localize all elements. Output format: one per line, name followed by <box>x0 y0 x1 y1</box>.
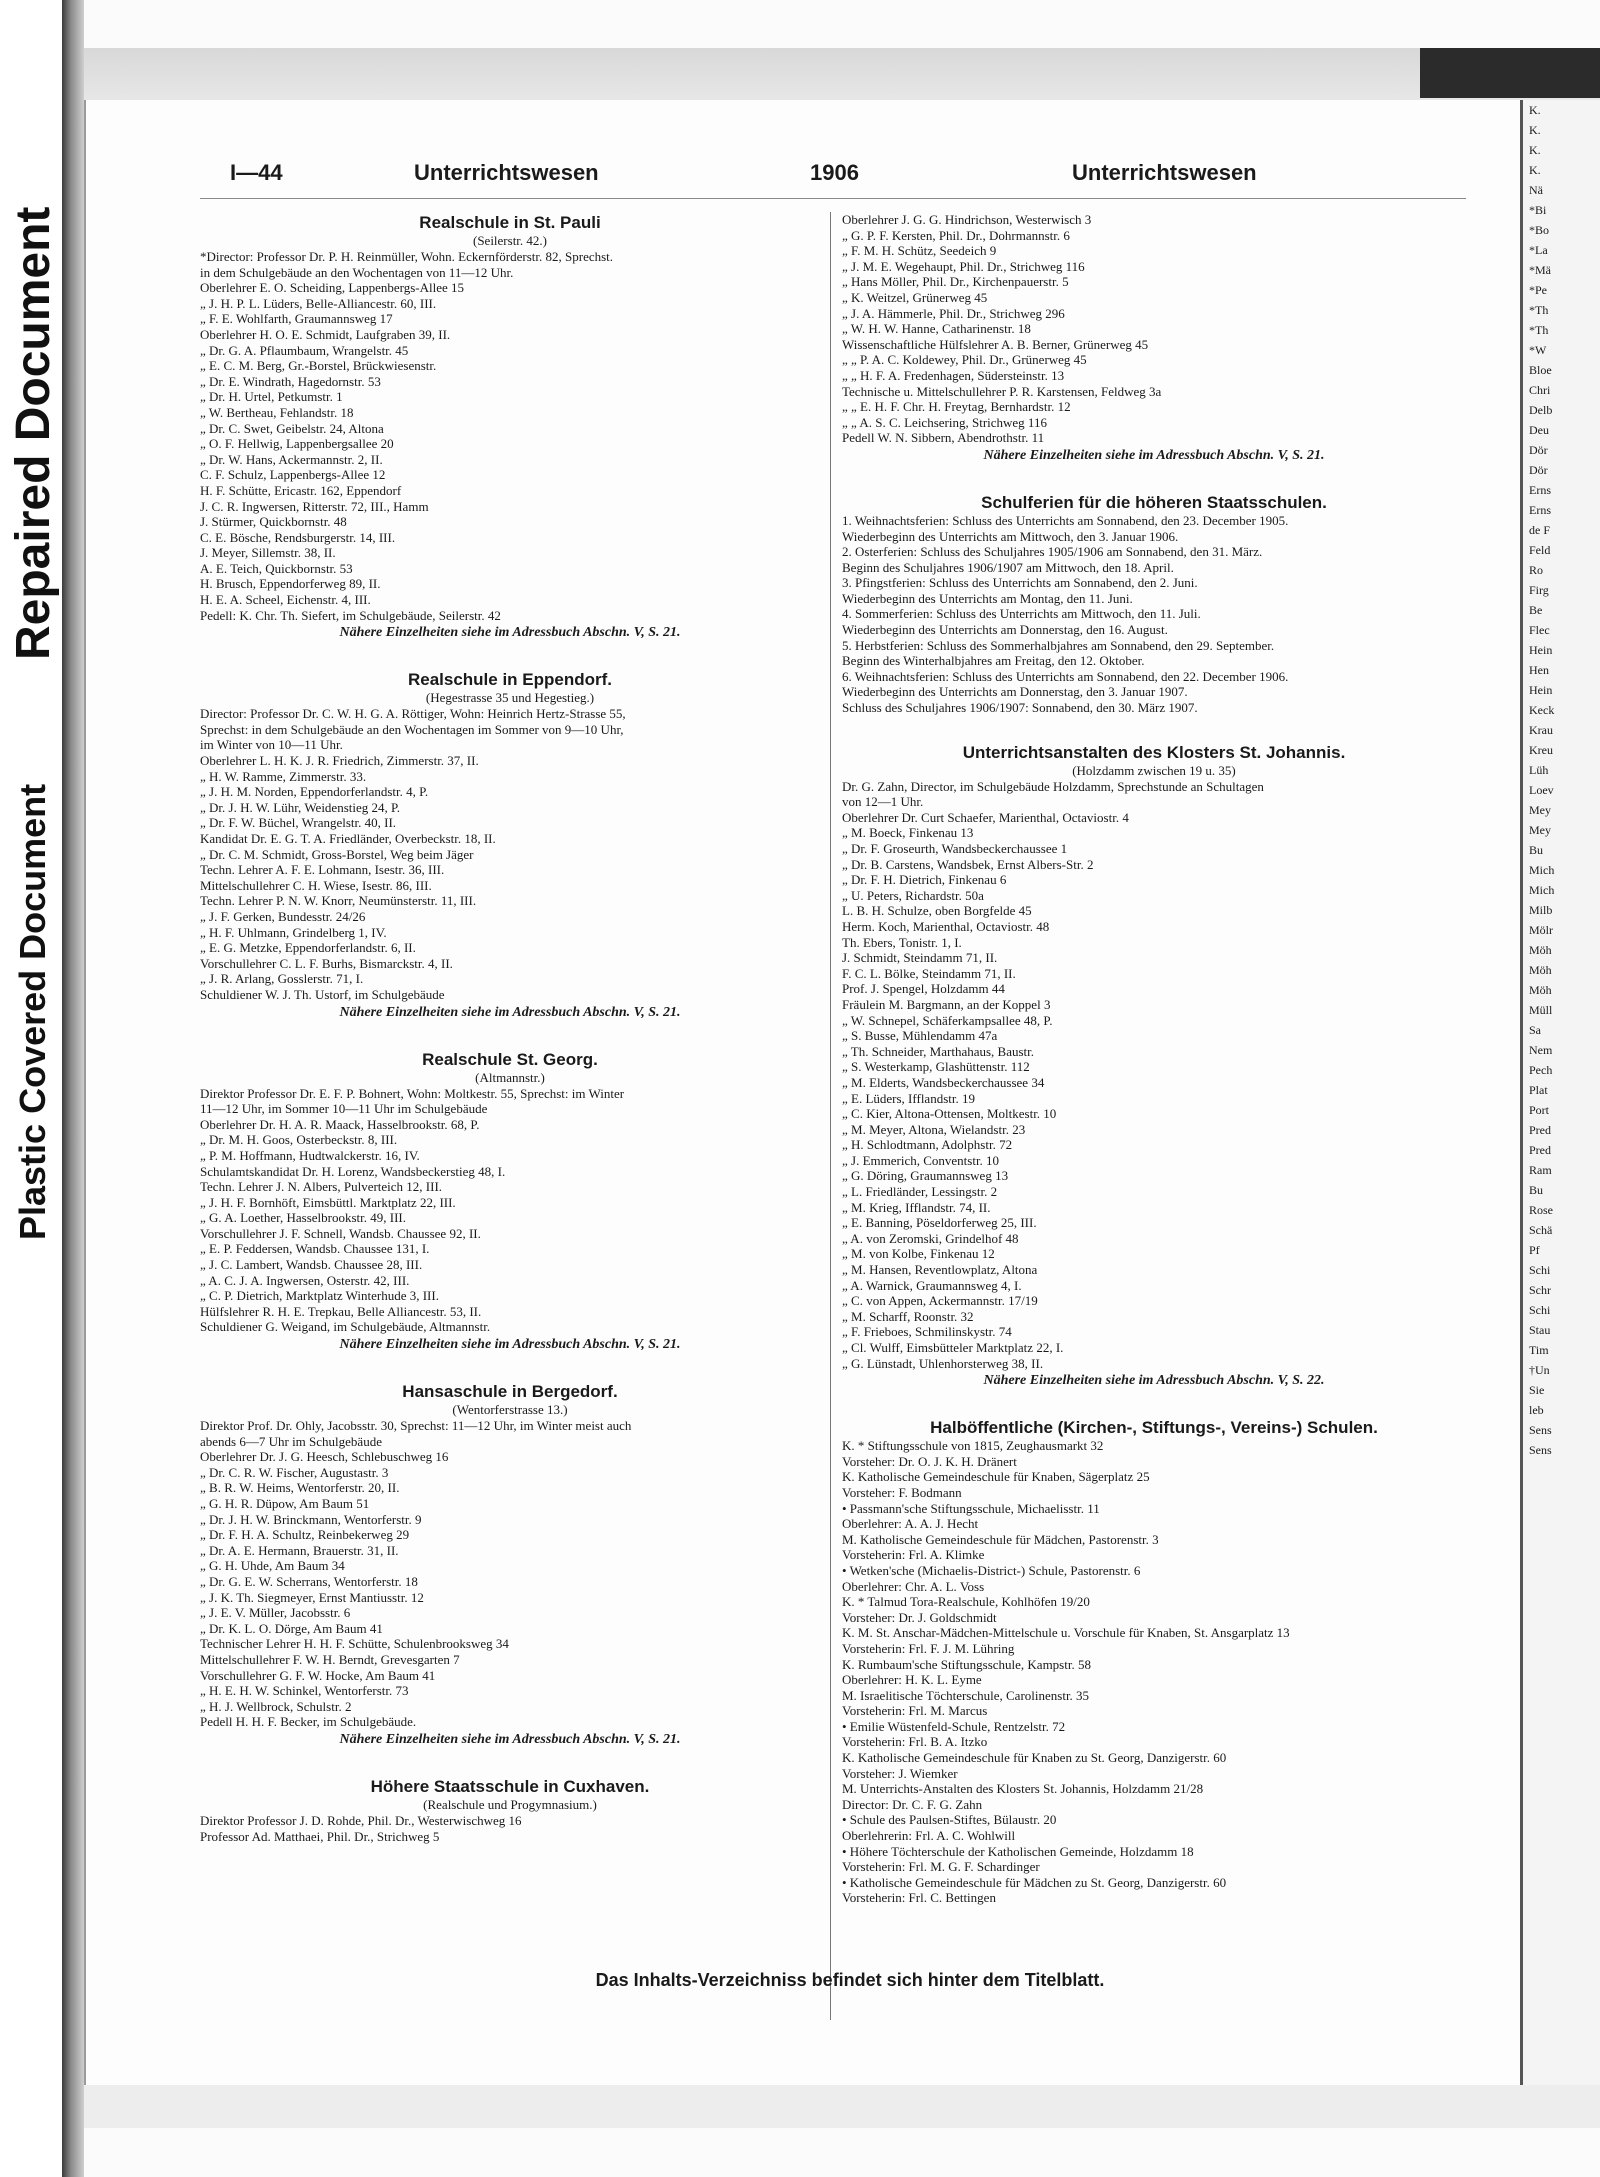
entry-line: „ H. E. H. W. Schinkel, Wentorferstr. 73 <box>200 1683 409 1699</box>
entry-line: „ Dr. H. Urtel, Petkumstr. 1 <box>200 389 343 405</box>
entry-line: Techn. Lehrer A. F. E. Lohmann, Isestr. 36, III. <box>200 862 445 878</box>
strip-fragment: Plat <box>1529 1083 1548 1097</box>
strip-fragment: Flec <box>1529 623 1550 637</box>
entry-line: 4. Sommerferien: Schluss des Unterrichts am Mittwoch, den 11. Juli. <box>842 606 1201 622</box>
strip-fragment: Hein <box>1529 683 1553 697</box>
strip-fragment: †Un <box>1529 1363 1550 1377</box>
archive-tab <box>0 0 62 2177</box>
entry-line: Technischer Lehrer H. H. F. Schütte, Schulenbrooksweg 34 <box>200 1636 509 1652</box>
entry-line: Schuldiener G. Weigand, im Schulgebäude, Altmannstr. <box>200 1319 491 1335</box>
strip-fragment: Keck <box>1529 703 1555 717</box>
entry-line: Vorschullehrer C. L. F. Burhs, Bismarckstr. 4, II. <box>200 955 453 971</box>
strip-fragment: Nem <box>1529 1043 1553 1057</box>
entry-line: „ Dr. M. H. Goos, Osterbeckstr. 8, III. <box>200 1132 398 1148</box>
entry-line: „ Dr. E. Windrath, Hagedornstr. 53 <box>200 373 381 389</box>
adjacent-page-strip <box>1520 100 1600 2085</box>
entry-line: „ C. Kier, Altona-Ottensen, Moltkestr. 10 <box>842 1106 1057 1122</box>
strip-fragment: Schr <box>1529 1283 1551 1297</box>
entry-line: Beginn des Winterhalbjahres am Freitag, den 12. Oktober. <box>842 653 1145 669</box>
strip-fragment: Möh <box>1529 963 1552 977</box>
plastic-covered-label: Plastic Covered Document <box>12 783 53 1240</box>
entry-line: „ E. P. Feddersen, Wandsb. Chaussee 131, I. <box>200 1241 430 1257</box>
entry-line: K. * Stiftungsschule von 1815, Zeughausmarkt 32 <box>842 1438 1104 1454</box>
entry-line: „ J. H. P. L. Lüders, Belle-Alliancestr. 60, III. <box>200 295 437 311</box>
entry-line: Wiederbeginn des Unterrichts am Montag, den 11. Juni. <box>842 590 1133 606</box>
strip-fragment: Stau <box>1529 1323 1551 1337</box>
book-binding-shadow <box>62 0 84 2177</box>
strip-fragment: Deu <box>1529 423 1549 437</box>
reference-note: Nähere Einzelheiten siehe im Adressbuch Abschn. V, S. 21. <box>339 625 681 641</box>
strip-fragment: Ro <box>1529 563 1544 577</box>
repaired-document-label: Repaired Document <box>7 206 60 660</box>
section-subtitle: (Seilerstr. 42.) <box>472 233 547 248</box>
entry-line: H. F. Schütte, Ericastr. 162, Eppendorf <box>200 482 402 498</box>
strip-fragment: Pred <box>1529 1123 1551 1137</box>
strip-fragment: K. <box>1529 143 1541 157</box>
entry-line: „ A. von Zeromski, Grindelhof 48 <box>842 1230 1019 1246</box>
strip-fragment: *W <box>1529 343 1547 357</box>
entry-line: „ Cl. Wulff, Eimsbütteler Marktplatz 22, I. <box>842 1340 1064 1355</box>
strip-fragment: Hen <box>1529 663 1549 677</box>
reference-note: Nähere Einzelheiten siehe im Adressbuch Abschn. V, S. 21. <box>983 447 1325 463</box>
strip-fragment: *Mä <box>1529 263 1551 277</box>
entry-line: „ M. Elderts, Wandsbeckerchaussee 34 <box>842 1074 1045 1090</box>
entry-line: Oberlehrer Dr. H. A. R. Maack, Hasselbrookstr. 68, P. <box>200 1116 480 1132</box>
entry-line: Wiederbeginn des Unterrichts am Donnerstag, den 16. August. <box>842 622 1168 638</box>
entry-line: Dr. G. Zahn, Director, im Schulgebäude Holzdamm, Sprechstunde an Schultagen <box>842 778 1264 794</box>
page-number: I—44 <box>230 160 283 185</box>
entry-line: Th. Ebers, Tonistr. 1, I. <box>842 934 962 950</box>
entry-line: 3. Pfingstferien: Schluss des Unterrichts am Sonnabend, den 2. Juni. <box>842 575 1198 591</box>
entry-line: Oberlehrer Dr. Curt Schaefer, Marienthal, Octaviostr. 4 <box>842 809 1129 825</box>
entry-line: „ Dr. A. E. Hermann, Brauerstr. 31, II. <box>200 1542 399 1558</box>
entry-line: „ Dr. F. H. A. Schultz, Reinbekerweg 29 <box>200 1527 410 1543</box>
entry-line: „ U. Peters, Richardstr. 50a <box>842 887 984 903</box>
strip-fragment: Müll <box>1529 1003 1553 1017</box>
entry-line: H. Brusch, Eppendorferweg 89, II. <box>200 576 381 592</box>
entry-line: Director: Dr. C. F. G. Zahn <box>842 1796 983 1812</box>
entry-line: 1. Weihnachtsferien: Schluss des Unterrichts am Sonnabend, den 23. December 1905. <box>842 512 1289 528</box>
entry-line: Direktor Professor J. D. Rohde, Phil. Dr., Westerwischweg 16 <box>200 1812 522 1828</box>
entry-line: Vorsteherin: Frl. M. G. F. Schardinger <box>842 1859 1040 1875</box>
entry-line: „ J. M. E. Wegehaupt, Phil. Dr., Strichweg 116 <box>842 258 1085 274</box>
section-title: Unterrichtsanstalten des Klosters St. Johannis. <box>962 742 1346 762</box>
entry-line: J. Stürmer, Quickbornstr. 48 <box>200 514 347 530</box>
entry-line: „ W. Bertheau, Fehlandstr. 18 <box>200 404 354 420</box>
section-subtitle: (Holzdamm zwischen 19 u. 35) <box>1072 762 1236 778</box>
entry-line: „ „ E. H. F. Chr. H. Freytag, Bernhardstr. 12 <box>842 399 1071 415</box>
entry-line: „ A. C. J. A. Ingwersen, Osterstr. 42, III. <box>200 1272 410 1288</box>
entry-line: Professor Ad. Matthaei, Phil. Dr., Strichweg 5 <box>200 1828 440 1844</box>
entry-line: „ E. Banning, Pöseldorferweg 25, III. <box>842 1215 1037 1231</box>
entry-line: „ Dr. K. L. O. Dörge, Am Baum 41 <box>200 1620 383 1636</box>
entry-line: • Schule des Paulsen-Stiftes, Bülaustr. 20 <box>842 1812 1057 1828</box>
entry-line: „ M. Scharff, Roonstr. 32 <box>842 1308 974 1324</box>
strip-fragment: Sa <box>1529 1023 1541 1037</box>
entry-line: „ „ H. F. A. Fredenhagen, Südersteinstr. 13 <box>842 367 1065 383</box>
strip-fragment: *Pe <box>1529 283 1547 297</box>
strip-fragment: Mich <box>1529 883 1555 897</box>
entry-line: Schluss des Schuljahres 1906/1907: Sonnabend, den 30. März 1907. <box>842 700 1198 716</box>
entry-line: „ S. Westerkamp, Glashüttenstr. 112 <box>842 1059 1030 1075</box>
entry-line: „ Dr. F. Groseurth, Wandsbeckerchaussee 1 <box>842 841 1068 856</box>
section-gap <box>842 1391 1466 1417</box>
strip-fragment: Schi <box>1529 1303 1551 1317</box>
entry-line: „ C. von Appen, Ackermannstr. 17/19 <box>842 1293 1038 1309</box>
entry-line: Fräulein M. Bargmann, an der Koppel 3 <box>842 996 1051 1012</box>
entry-line: „ Dr. C. M. Schmidt, Gross-Borstel, Weg beim Jäger <box>200 846 474 862</box>
entry-line: Prof. J. Spengel, Holzdamm 44 <box>842 981 1005 997</box>
entry-line: Schulamtskandidat Dr. H. Lorenz, Wandsbeckerstieg 48, I. <box>200 1163 506 1179</box>
section-subtitle: (Altmannstr.) <box>475 1069 545 1085</box>
entry-line: „ E. Lüders, Ifflandstr. 19 <box>842 1090 975 1106</box>
header-rule <box>200 198 1466 199</box>
entry-line: Pedell H. H. F. Becker, im Schulgebäude. <box>200 1714 417 1730</box>
strip-fragment: Delb <box>1529 403 1553 417</box>
entry-line: C. F. Schulz, Lappenbergs-Allee 12 <box>200 467 386 483</box>
strip-fragment: Nä <box>1529 183 1543 197</box>
entry-line: J. Meyer, Sillemstr. 38, II. <box>200 545 336 561</box>
section-gap <box>200 643 820 669</box>
entry-line: „ H. J. Wellbrock, Schulstr. 2 <box>200 1698 352 1714</box>
strip-fragment: Firg <box>1529 583 1549 597</box>
entry-line: „ E. G. Metzke, Eppendorferlandstr. 6, II. <box>200 940 416 956</box>
strip-fragment: Dör <box>1529 463 1548 477</box>
entry-line: 2. Osterferien: Schluss des Schuljahres 1905/1906 am Sonnabend, den 31. März. <box>842 544 1263 560</box>
entry-line: „ Hans Möller, Phil. Dr., Kirchenpauerstr. 5 <box>842 274 1069 290</box>
entry-line: „ Dr. F. H. Dietrich, Finkenau 6 <box>842 872 1007 888</box>
entry-line: Kandidat Dr. E. G. T. A. Friedländer, Overbeckstr. 18, II. <box>200 831 496 846</box>
entry-line: A. E. Teich, Quickbornstr. 53 <box>200 560 353 576</box>
entry-line: Direktor Professor Dr. E. F. P. Bohnert, Wohn: Moltkestr. 55, Sprechst: im Winter <box>200 1085 625 1101</box>
entry-line: Oberlehrer E. O. Scheiding, Lappenbergs-Allee 15 <box>200 280 465 296</box>
section-title: Realschule in Eppendorf. <box>407 670 613 690</box>
entry-line: Mittelschullehrer F. W. H. Berndt, Grevesgarten 7 <box>200 1651 460 1667</box>
strip-fragment: Rose <box>1529 1203 1553 1217</box>
entry-line: M. Unterrichts-Anstalten des Klosters St. Johannis, Holzdamm 21/28 <box>842 1781 1204 1797</box>
strip-fragment: Möh <box>1529 943 1552 957</box>
left-column <box>200 212 820 1844</box>
section-gap <box>200 1355 820 1381</box>
strip-fragment: Feld <box>1529 543 1551 557</box>
reference-note: Nähere Einzelheiten siehe im Adressbuch Abschn. V, S. 21. <box>339 1731 681 1747</box>
entry-line: „ F. E. Wohlfarth, Graumannsweg 17 <box>200 311 393 327</box>
entry-line: Oberlehrer Dr. J. G. Heesch, Schlebuschweg 16 <box>200 1449 449 1465</box>
entry-line: Technische u. Mittelschullehrer P. R. Karstensen, Feldweg 3a <box>842 383 1162 399</box>
entry-line: „ W. Schnepel, Schäferkampsallee 48, P. <box>842 1012 1053 1028</box>
entry-line: „ K. Weitzel, Grünerweg 45 <box>842 289 988 305</box>
entry-line: Wiederbeginn des Unterrichts am Donnerstag, den 3. Januar 1907. <box>842 684 1188 700</box>
entry-line: „ B. R. W. Heims, Wentorferstr. 20, II. <box>200 1480 400 1496</box>
entry-line: „ J. H. M. Norden, Eppendorferlandstr. 4, P. <box>200 784 429 800</box>
entry-line: „ H. F. Uhlmann, Grindelberg 1, IV. <box>200 924 387 940</box>
section-subtitle: (Wentorferstrasse 13.) <box>452 1402 568 1418</box>
entry-line: „ H. W. Ramme, Zimmerstr. 33. <box>200 768 367 784</box>
entry-line: „ J. K. Th. Siegmeyer, Ernst Mantiusstr. 12 <box>200 1589 424 1605</box>
page-year: 1906 <box>810 160 859 185</box>
entry-line: K. Katholische Gemeindeschule für Knaben zu St. Georg, Danzigerstr. 60 <box>842 1750 1227 1766</box>
entry-line: „ P. M. Hoffmann, Hudtwalckerstr. 16, IV. <box>200 1147 420 1163</box>
strip-fragment: Mölr <box>1529 923 1553 937</box>
entry-line: Vorsteher: Dr. O. J. K. H. Dränert <box>842 1453 1017 1469</box>
entry-line: „ „ P. A. C. Koldewey, Phil. Dr., Grünerweg 45 <box>842 352 1087 368</box>
entry-line: Oberlehrer: Chr. A. L. Voss <box>842 1578 985 1594</box>
entry-line: K. Katholische Gemeindeschule für Knaben, Sägerplatz 25 <box>842 1469 1150 1485</box>
entry-line: Oberlehrer L. H. K. J. R. Friedrich, Zimmerstr. 37, II. <box>200 753 479 769</box>
entry-line: Vorschullehrer J. F. Schnell, Wandsb. Chaussee 92, II. <box>200 1225 481 1241</box>
entry-line: • Wetken'sche (Michaelis-District-) Schule, Pastorenstr. 6 <box>842 1562 1141 1578</box>
entry-line: im Winter von 10—11 Uhr. <box>200 737 343 753</box>
strip-fragment: Möh <box>1529 983 1552 997</box>
entry-line: Techn. Lehrer P. N. W. Knorr, Neumünsterstr. 11, III. <box>200 893 477 909</box>
entry-line: Vorsteherin: Frl. M. Marcus <box>842 1703 988 1719</box>
section-title: Schulferien für die höheren Staatsschulen. <box>981 492 1327 512</box>
entry-line: • Emilie Wüstenfeld-Schule, Rentzelstr. 72 <box>842 1718 1066 1734</box>
strip-fragment: Pech <box>1529 1063 1553 1077</box>
strip-fragment: Bu <box>1529 843 1544 857</box>
strip-fragment: Sens <box>1529 1443 1552 1457</box>
entry-line: L. B. H. Schulze, oben Borgfelde 45 <box>842 903 1032 919</box>
section-title: Realschule St. Georg. <box>422 1049 598 1069</box>
entry-line: „ Dr. W. Hans, Ackermannstr. 2, II. <box>200 451 383 467</box>
entry-line: „ E. C. M. Berg, Gr.-Borstel, Brückwiesenstr. <box>200 358 437 374</box>
entry-line: Pedell: K. Chr. Th. Siefert, im Schulgebäude, Seilerstr. 42 <box>200 607 501 623</box>
right-column <box>842 212 1466 1906</box>
entry-line: „ „ A. S. C. Leichsering, Strichweg 116 <box>842 414 1047 430</box>
strip-fragment: Bu <box>1529 1183 1544 1197</box>
entry-line: J. Schmidt, Steindamm 71, II. <box>842 950 998 966</box>
entry-line: Director: Professor Dr. C. W. H. G. A. Röttiger, Wohn: Heinrich Hertz-Strasse 55, <box>200 706 626 722</box>
entry-line: „ Dr. C. R. W. Fischer, Augustastr. 3 <box>200 1464 389 1480</box>
entry-line: „ M. von Kolbe, Finkenau 12 <box>842 1246 995 1262</box>
strip-fragment: *Th <box>1529 303 1549 317</box>
strip-fragment: Milb <box>1529 903 1553 917</box>
strip-fragment: *Th <box>1529 323 1549 337</box>
strip-fragment: Ram <box>1529 1163 1552 1177</box>
entry-line: K. * Talmud Tora-Realschule, Kohlhöfen 19/20 <box>842 1594 1090 1610</box>
entry-line: Wiederbeginn des Unterrichts am Mittwoch, den 3. Januar 1906. <box>842 528 1179 544</box>
entry-line: 6. Weihnachtsferien: Schluss des Unterrichts am Sonnabend, den 22. December 1906. <box>842 668 1289 684</box>
entry-line: *Director: Professor Dr. P. H. Reinmüller, Wohn. Eckernförderstr. 82, Sprechst. <box>200 249 614 264</box>
strip-fragment: Pred <box>1529 1143 1551 1157</box>
entry-line: „ G. Lünstadt, Uhlenhorsterweg 38, II. <box>842 1355 1044 1371</box>
entry-line: „ Dr. B. Carstens, Wandsbek, Ernst Albers-Str. 2 <box>842 856 1094 872</box>
strip-fragment: Sie <box>1529 1383 1545 1397</box>
entry-line: von 12—1 Uhr. <box>842 794 924 810</box>
entry-line: Beginn des Schuljahres 1906/1907 am Mittwoch, den 18. April. <box>842 559 1174 575</box>
strip-fragment: Sens <box>1529 1423 1552 1437</box>
entry-line: „ F. Frieboes, Schmilinskystr. 74 <box>842 1324 1012 1340</box>
entry-line: abends 6—7 Uhr im Schulgebäude <box>200 1433 382 1449</box>
strip-fragment: Loev <box>1529 783 1554 797</box>
reference-note: Nähere Einzelheiten siehe im Adressbuch Abschn. V, S. 21. <box>339 1004 681 1020</box>
strip-fragment: de F <box>1529 523 1550 537</box>
entry-line: J. C. R. Ingwersen, Ritterstr. 72, III., Hamm <box>200 498 429 514</box>
strip-fragment: *La <box>1529 243 1548 257</box>
strip-fragment: *Bo <box>1529 223 1550 237</box>
entry-line: „ J. F. Gerken, Bundesstr. 24/26 <box>200 908 366 924</box>
entry-line: • Passmann'sche Stiftungsschule, Michaelisstr. 11 <box>842 1500 1100 1516</box>
entry-line: Hülfslehrer R. H. E. Trepkau, Belle Alliancestr. 53, II. <box>200 1303 482 1319</box>
running-title-right: Unterrichtswesen <box>1072 160 1257 185</box>
entry-line: „ A. Warnick, Graumannsweg 4, I. <box>842 1277 1022 1293</box>
entry-line: „ Dr. J. H. W. Brinckmann, Wentorferstr. 9 <box>200 1511 422 1527</box>
entry-line: in dem Schulgebäude an den Wochentagen von 11—12 Uhr. <box>200 264 514 280</box>
entry-line: „ G. P. F. Kersten, Phil. Dr., Dohrmannstr. 6 <box>842 227 1070 243</box>
entry-line: „ M. Boeck, Finkenau 13 <box>842 825 974 841</box>
entry-line: K. M. St. Anschar-Mädchen-Mittelschule u. Vorschule für Knaben, St. Ansgarplatz 13 <box>842 1625 1290 1641</box>
running-title-left: Unterrichtswesen <box>414 160 599 185</box>
column-divider <box>830 212 831 2020</box>
entry-line: „ M. Meyer, Altona, Wielandstr. 23 <box>842 1121 1026 1137</box>
section-gap <box>842 466 1466 492</box>
strip-fragment: Mich <box>1529 863 1555 877</box>
entry-line: Vorsteherin: Frl. F. J. M. Lühring <box>842 1640 1015 1656</box>
section-title: Hansaschule in Bergedorf. <box>402 1382 618 1402</box>
entry-line: M. Katholische Gemeindeschule für Mädchen, Pastorenstr. 3 <box>842 1531 1159 1547</box>
strip-fragment: Dör <box>1529 443 1548 457</box>
strip-fragment: K. <box>1529 163 1541 177</box>
entry-line: „ W. H. W. Hanne, Catharinenstr. 18 <box>842 321 1031 337</box>
strip-fragment: Hein <box>1529 643 1553 657</box>
index-notice: Das Inhalts-Verzeichniss befindet sich hinter dem Titelblatt. <box>595 1970 1105 1990</box>
entry-line: Herm. Koch, Marienthal, Octaviostr. 48 <box>842 918 1050 934</box>
section-gap <box>200 1023 820 1049</box>
entry-line: „ M. Krieg, Ifflandstr. 74, II. <box>842 1199 991 1215</box>
entry-line: Vorsteherin: Frl. C. Bettingen <box>842 1890 996 1906</box>
section-subtitle: (Hegestrasse 35 und Hegestieg.) <box>425 690 595 706</box>
entry-line: Vorschullehrer G. F. W. Hocke, Am Baum 41 <box>200 1667 436 1683</box>
entry-line: „ H. Schlodtmann, Adolphstr. 72 <box>842 1137 1013 1153</box>
reference-note: Nähere Einzelheiten siehe im Adressbuch Abschn. V, S. 22. <box>983 1373 1325 1389</box>
entry-line: „ G. H. Uhde, Am Baum 34 <box>200 1558 345 1574</box>
entry-line: „ J. E. V. Müller, Jacobsstr. 6 <box>200 1605 351 1621</box>
strip-fragment: Erns <box>1529 483 1551 497</box>
entry-line: „ G. H. R. Düpow, Am Baum 51 <box>200 1496 370 1511</box>
entry-line: Vorsteherin: Frl. B. A. Itzko <box>842 1734 988 1750</box>
entry-line: Vorsteherin: Frl. A. Klimke <box>842 1547 985 1563</box>
section-title: Höhere Staatsschule in Cuxhaven. <box>370 1776 650 1796</box>
entry-line: „ J. R. Arlang, Gosslerstr. 71, I. <box>200 971 364 987</box>
section-gap <box>200 1750 820 1776</box>
entry-line: „ L. Friedländer, Lessingstr. 2 <box>842 1184 998 1200</box>
entry-line: „ J. A. Hämmerle, Phil. Dr., Strichweg 296 <box>842 305 1065 321</box>
entry-line: „ J. Emmerich, Conventstr. 10 <box>842 1152 1000 1168</box>
entry-line: • Höhere Töchterschule der Katholischen Gemeinde, Holzdamm 18 <box>842 1843 1194 1859</box>
entry-line: „ S. Busse, Mühlendamm 47a <box>842 1028 998 1044</box>
entry-line: Oberlehrer: H. K. L. Eyme <box>842 1672 982 1688</box>
strip-fragment: *Bi <box>1529 203 1547 217</box>
entry-line: „ J. C. Lambert, Wandsb. Chaussee 28, III. <box>200 1257 423 1273</box>
entry-line: 5. Herbstferien: Schluss des Sommerhalbjahres am Sonnabend, den 29. September. <box>842 637 1275 653</box>
strip-fragment: Erns <box>1529 503 1551 517</box>
entry-line: „ G. A. Loether, Hasselbrookstr. 49, III. <box>200 1210 406 1226</box>
strip-fragment: Schä <box>1529 1223 1553 1237</box>
entry-line: C. E. Bösche, Rendsburgerstr. 14, III. <box>200 529 396 545</box>
strip-fragment: leb <box>1529 1403 1544 1417</box>
reference-note: Nähere Einzelheiten siehe im Adressbuch Abschn. V, S. 21. <box>339 1337 681 1353</box>
section-subtitle: (Realschule und Progymnasium.) <box>423 1796 597 1812</box>
scan-dark-corner <box>1420 48 1600 98</box>
entry-line: „ Dr. C. Swet, Geibelstr. 24, Altona <box>200 420 384 436</box>
strip-fragment: Bloe <box>1529 363 1552 377</box>
strip-fragment: Pf <box>1529 1243 1540 1257</box>
strip-fragment: Mey <box>1529 823 1551 837</box>
entry-line: „ M. Hansen, Reventlowplatz, Altona <box>842 1262 1038 1278</box>
entry-line: F. C. L. Bölke, Steindamm 71, II. <box>842 965 1016 981</box>
entry-line: Pedell W. N. Sibbern, Abendrothstr. 11 <box>842 430 1045 446</box>
entry-line: K. Rumbaum'sche Stiftungsschule, Kampstr. 58 <box>842 1656 1091 1672</box>
entry-line: Oberlehrer: A. A. J. Hecht <box>842 1516 979 1532</box>
entry-line: Direktor Prof. Dr. Ohly, Jacobsstr. 30, Sprechst: 11—12 Uhr, im Winter meist auch <box>200 1418 632 1434</box>
entry-line: „ Dr. G. E. W. Scherrans, Wentorferstr. 18 <box>200 1573 418 1589</box>
entry-line: „ O. F. Hellwig, Lappenbergsallee 20 <box>200 436 394 452</box>
entry-line: Oberlehrer J. G. G. Hindrichson, Westerwisch 3 <box>842 212 1092 227</box>
entry-line: Vorsteher: J. Wiemker <box>842 1765 958 1781</box>
entry-line: „ Dr. F. W. Büchel, Wrangelstr. 40, II. <box>200 815 397 831</box>
entry-line: Wissenschaftliche Hülfslehrer A. B. Berner, Grünerweg 45 <box>842 336 1149 352</box>
entry-line: Vorsteher: F. Bodmann <box>842 1484 962 1500</box>
entry-line: „ C. P. Dietrich, Marktplatz Winterhude 3, III. <box>200 1288 439 1304</box>
strip-fragment: Be <box>1529 603 1543 617</box>
entry-line: Oberlehrerin: Frl. A. C. Wohlwill <box>842 1828 1016 1844</box>
strip-fragment: Schi <box>1529 1263 1551 1277</box>
strip-fragment: Port <box>1529 1103 1550 1117</box>
strip-fragment: K. <box>1529 103 1541 117</box>
strip-fragment: Mey <box>1529 803 1551 817</box>
entry-line: Mittelschullehrer C. H. Wiese, Isestr. 86, III. <box>200 877 432 893</box>
entry-line: 11—12 Uhr, im Sommer 10—11 Uhr im Schulgebäude <box>200 1101 488 1117</box>
strip-fragment: Krau <box>1529 723 1553 737</box>
entry-line: „ J. H. F. Bornhöft, Eimsbüttl. Marktplatz 22, III. <box>200 1194 456 1210</box>
section-title: Halböffentliche (Kirchen-, Stiftungs-, Vereins-) Schulen. <box>930 1418 1378 1438</box>
section-title: Realschule in St. Pauli <box>419 213 601 232</box>
entry-line: „ Th. Schneider, Marthahaus, Baustr. <box>842 1043 1035 1059</box>
section-gap <box>842 716 1466 742</box>
entry-line: „ G. Döring, Graumannsweg 13 <box>842 1168 1009 1184</box>
entry-line: Techn. Lehrer J. N. Albers, Pulverteich 12, III. <box>200 1179 443 1195</box>
entry-line: Sprechst: in dem Schulgebäude an den Wochentagen im Sommer von 9—10 Uhr, <box>200 721 624 737</box>
entry-line: H. E. A. Scheel, Eichenstr. 4, III. <box>200 592 371 608</box>
strip-fragment: K. <box>1529 123 1541 137</box>
strip-fragment: Tim <box>1529 1343 1549 1357</box>
entry-line: M. Israelitische Töchterschule, Carolinenstr. 35 <box>842 1687 1090 1703</box>
entry-line: „ F. M. H. Schütz, Seedeich 9 <box>842 243 997 259</box>
entry-line: Vorsteher: Dr. J. Goldschmidt <box>842 1609 997 1625</box>
strip-fragment: Chri <box>1529 383 1551 397</box>
entry-line: Schuldiener W. J. Th. Ustorf, im Schulgebäude <box>200 986 445 1002</box>
strip-fragment: Lüh <box>1529 763 1549 777</box>
entry-line: „ Dr. J. H. W. Lühr, Weidenstieg 24, P. <box>200 799 401 815</box>
entry-line: Oberlehrer H. O. E. Schmidt, Laufgraben 39, II. <box>200 326 451 342</box>
entry-line: „ Dr. G. A. Pflaumbaum, Wrangelstr. 45 <box>200 342 409 358</box>
entry-line: • Katholische Gemeindeschule für Mädchen zu St. Georg, Danzigerstr. 60 <box>842 1874 1227 1890</box>
strip-fragment: Kreu <box>1529 743 1553 757</box>
